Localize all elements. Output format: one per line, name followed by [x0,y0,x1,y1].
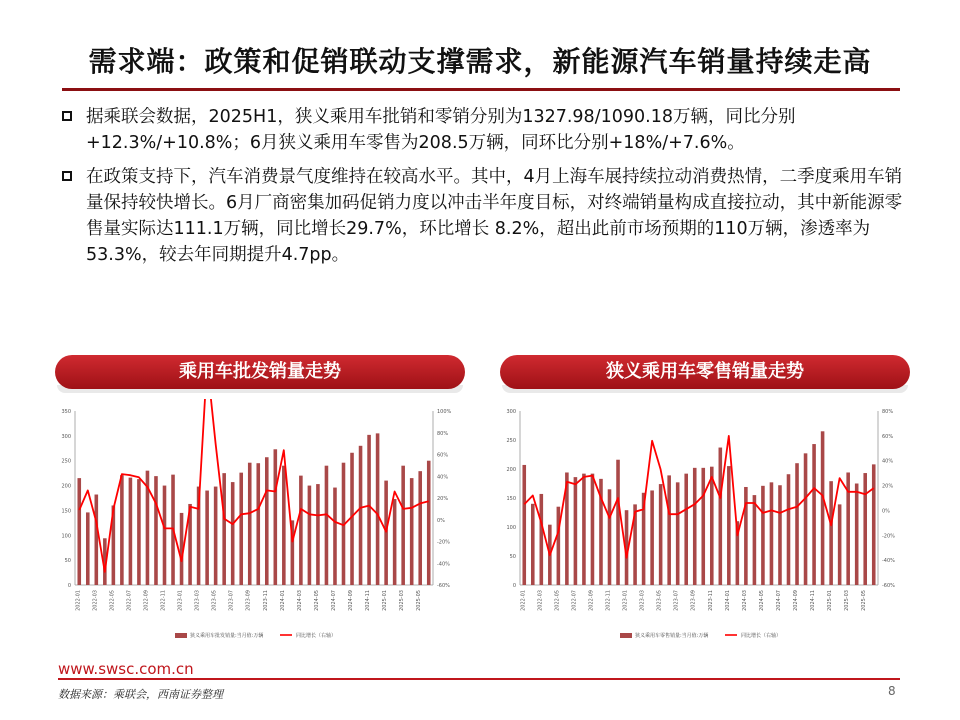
title-divider [62,88,900,91]
x-axis-tick-label: 2023-03 [639,590,646,611]
page-number: 8 [888,684,896,698]
x-axis-tick-label: 2023-01 [177,590,184,611]
bar [205,491,209,585]
right-axis-tick-label: -20% [882,533,895,540]
bar [855,484,859,586]
x-axis-tick-label: 2022-03 [92,590,99,611]
bar [120,475,124,585]
bar [676,482,680,585]
bar [812,444,816,585]
bar [591,474,595,585]
bar [77,478,81,585]
wholesale-chart-panel [55,355,465,655]
bullet-text: 在政策支持下，汽车消费景气度维持在较高水平。其中，4月上海车展持续拉动消费热情，二季度乘用车销量保持较快增长。6月厂商密集加码促销力度以冲击半年度目标，对终端销量构成直接拉动，其中新能源零售量实际达111.1万辆，同比增长29.7%，环比增长 8.2%，超出此前市场预期的110万辆，渗透率为53.3%，较去年同期提升4.7pp。 [86,167,903,265]
right-axis-tick-label: 40% [882,458,894,465]
x-axis-tick-label: 2025-05 [416,590,423,611]
x-axis-tick-label: 2024-03 [741,590,748,611]
x-axis-tick-label: 2022-11 [160,590,167,611]
legend-bar-swatch [175,633,187,638]
bar [384,481,388,585]
bar [531,504,535,585]
x-axis-tick-label: 2024-05 [758,590,765,611]
legend-label: 狭义乘用车批发销量:当月值:万辆 [190,633,264,639]
x-axis-tick-label: 2024-09 [793,590,800,611]
x-axis-tick-label: 2025-03 [399,590,406,611]
chart-banner-title: 乘用车批发销量走势 [179,361,341,382]
left-axis-tick-label: 150 [61,508,71,515]
right-axis-tick-label: 80% [437,430,449,437]
x-axis-tick-label: 2023-07 [673,590,680,611]
bar [667,475,671,585]
bar [282,466,286,585]
bullet-item [60,164,910,268]
x-axis-tick-label: 2023-01 [622,590,629,611]
bar [863,473,867,585]
right-axis-tick-label: -20% [437,539,450,546]
x-axis-tick-label: 2022-03 [537,590,544,611]
right-axis-tick-label: 40% [437,474,449,481]
bar [582,474,586,585]
x-axis-tick-label: 2025-01 [382,590,389,611]
bar [86,512,90,585]
x-axis-tick-label: 2023-07 [228,590,235,611]
bar [761,486,765,585]
bar [256,463,260,585]
retail-sales-chart [500,399,910,655]
x-axis-tick-label: 2025-05 [861,590,868,611]
x-axis-tick-label: 2023-03 [194,590,201,611]
bar [719,448,723,585]
right-axis-tick-label: 60% [437,452,449,459]
bar [239,473,243,585]
bullet-text: 据乘联会数据，2025H1，狭义乘用车批销和零销分别为1327.98/1090.18万辆，同比分别+12.3%/+10.8%；6月狭义乘用车零售为208.5万辆，同环比分别+18%/+7.6%。 [86,107,796,153]
right-axis-tick-label: 20% [437,496,449,502]
right-axis-tick-label: -40% [882,558,895,565]
x-axis-tick-label: 2022-07 [126,590,133,611]
x-axis-tick-label: 2022-09 [588,590,595,611]
bar [540,494,544,585]
bar [557,507,561,585]
legend-bar-swatch [620,633,632,638]
left-axis-tick-label: 100 [506,525,516,531]
bar [410,478,414,585]
x-axis-tick-label: 2024-03 [296,590,303,611]
bar [427,461,431,585]
bar [684,474,688,585]
data-source-note: 数据来源：乘联会，西南证券整理 [58,688,223,701]
bar [401,466,405,585]
x-axis-tick-label: 2022-01 [75,590,82,611]
x-axis-tick-label: 2024-07 [330,590,337,611]
left-axis-tick-label: 150 [506,496,516,502]
bar [222,473,226,585]
right-axis-tick-label: 20% [882,483,894,490]
bar [308,486,312,585]
bar [778,485,782,585]
bar [753,495,757,585]
right-axis-tick-label: -60% [882,583,895,589]
left-axis-tick-label: 100 [61,533,71,540]
bullet-item [60,104,910,156]
bar [265,457,269,585]
x-axis-tick-label: 2022-11 [605,590,612,611]
wholesale-sales-chart [55,399,465,655]
bar [710,467,714,585]
bar [650,490,654,585]
bar [274,449,278,585]
bar [727,466,731,585]
bar [608,489,612,585]
x-axis-tick-label: 2022-05 [109,590,116,611]
right-axis-tick-label: 0% [882,508,890,515]
footer-divider [58,678,900,680]
bar [367,435,371,585]
legend-label: 同比增长（右轴） [741,633,782,639]
legend-label: 同比增长（右轴） [296,633,337,639]
bar [137,479,141,585]
bar [393,499,397,585]
bar [333,488,337,585]
left-axis-tick-label: 50 [509,554,516,560]
retail-chart-panel [500,355,910,655]
bar [744,487,748,585]
left-axis-tick-label: 0 [67,583,71,589]
left-axis-tick-label: 0 [512,583,516,589]
legend-label: 狭义乘用车零售销量:当月值:万辆 [635,633,709,639]
bar [701,468,705,585]
bar [299,476,303,585]
bar [872,464,876,585]
x-axis-tick-label: 2024-05 [313,590,320,611]
left-axis-tick-label: 250 [506,438,516,444]
bar [838,504,842,585]
left-axis-tick-label: 350 [61,409,71,415]
bar [770,482,774,585]
x-axis-tick-label: 2024-07 [775,590,782,611]
bar [231,482,235,585]
square-bullet-icon [62,171,72,181]
bar [316,484,320,585]
right-axis-tick-label: 0% [437,517,445,524]
x-axis-tick-label: 2025-03 [844,590,851,611]
footer-url[interactable]: www.swsc.com.cn [58,660,194,678]
bar [829,481,833,585]
bar [95,495,99,585]
x-axis-tick-label: 2024-01 [279,590,286,611]
x-axis-tick-label: 2025-01 [827,590,834,611]
bar [821,431,825,585]
right-axis-tick-label: 80% [882,409,894,415]
left-axis-tick-label: 300 [506,409,516,415]
bar [154,476,158,585]
right-axis-tick-label: 100% [437,409,452,415]
right-axis-tick-label: -60% [437,583,450,589]
x-axis-tick-label: 2022-01 [520,590,527,611]
bar [787,474,791,585]
bar [693,468,697,585]
x-axis-tick-label: 2022-07 [571,590,578,611]
x-axis-tick-label: 2023-11 [262,590,269,611]
right-axis-tick-label: -40% [437,561,450,568]
bar [804,453,808,585]
x-axis-tick-label: 2023-09 [690,590,697,611]
square-bullet-icon [62,111,72,121]
left-axis-tick-label: 250 [61,458,71,465]
x-axis-tick-label: 2024-01 [724,590,731,611]
left-axis-tick-label: 50 [64,558,71,565]
bar [248,463,252,585]
x-axis-tick-label: 2023-11 [707,590,714,611]
bar [325,466,329,585]
x-axis-tick-label: 2024-11 [365,590,372,611]
bar [418,471,422,585]
x-axis-tick-label: 2023-09 [245,590,252,611]
left-axis-tick-label: 200 [61,483,71,490]
chart-banner-title: 狭义乘用车零售销量走势 [606,361,804,382]
bar [616,460,620,585]
x-axis-tick-label: 2023-05 [211,590,218,611]
left-axis-tick-label: 300 [61,433,71,440]
x-axis-tick-label: 2022-09 [143,590,150,611]
bar [795,463,799,585]
x-axis-tick-label: 2024-11 [810,590,817,611]
bar [659,484,663,585]
bar [574,477,578,585]
x-axis-tick-label: 2023-05 [656,590,663,611]
left-axis-tick-label: 200 [506,467,516,473]
x-axis-tick-label: 2024-09 [348,590,355,611]
bullet-list [60,104,910,276]
bar [359,446,363,585]
x-axis-tick-label: 2022-05 [554,590,561,611]
bar [129,478,133,585]
bar [214,487,218,585]
bar [163,486,167,585]
right-axis-tick-label: 60% [882,433,894,440]
slide-title: 需求端：政策和促销联动支撑需求，新能源汽车销量持续走高 [88,45,872,78]
bar [522,465,526,585]
bar [376,433,380,585]
